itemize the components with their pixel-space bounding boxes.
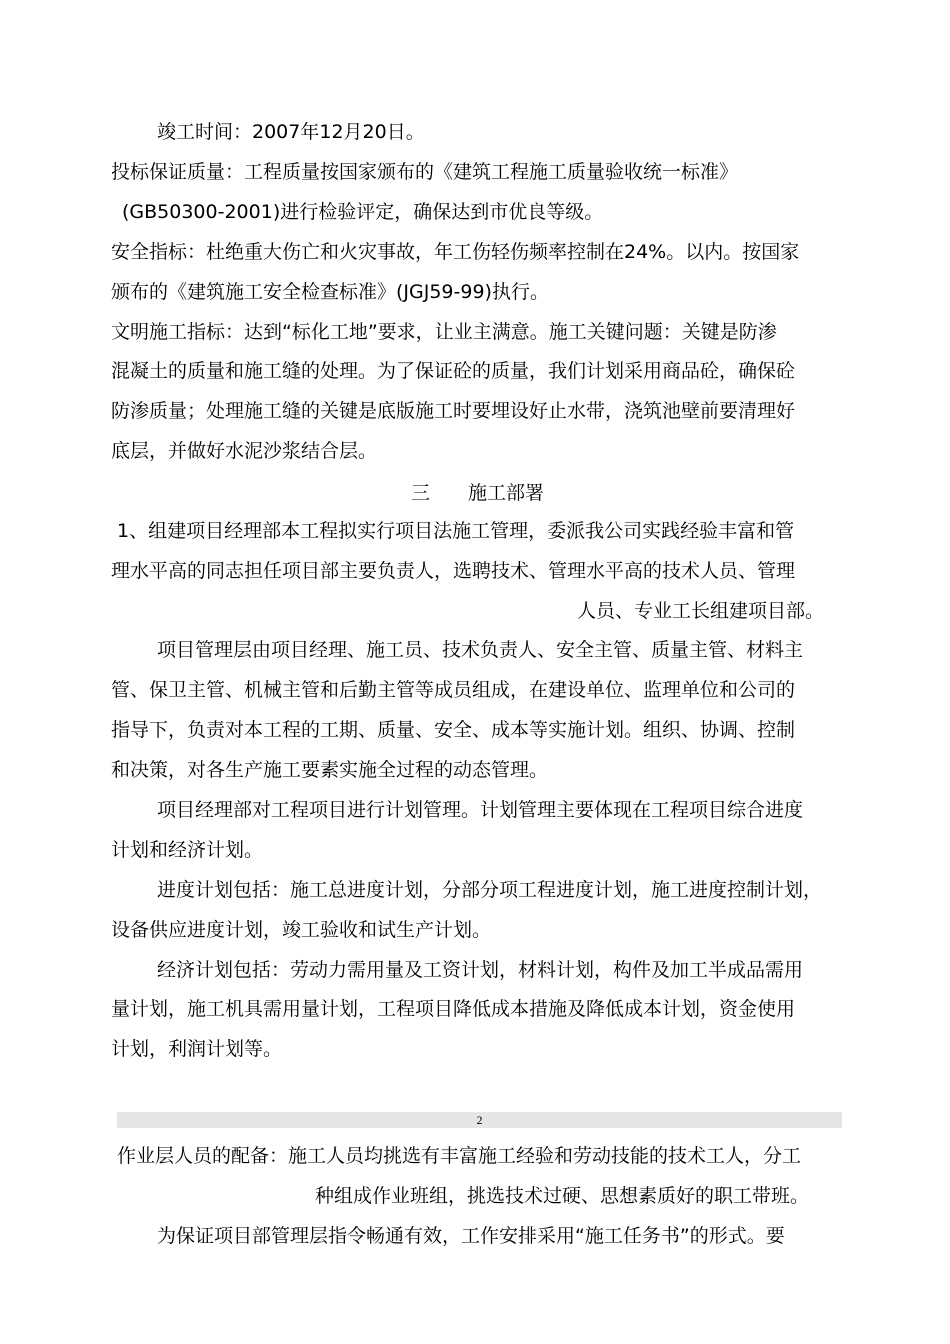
section-heading: 三 施工部署 xyxy=(411,482,545,504)
text-line: 计划，利润计划等。 xyxy=(111,1038,283,1060)
text-line: 理水平高的同志担任项目部主要负责人，选聘技术、管理水平高的技术人员、管理 xyxy=(111,560,796,582)
text-line: 项目经理部对工程项目进行计划管理。计划管理主要体现在工程项目综合进度 xyxy=(157,799,804,821)
text-line: 竣工时间：2007年12月20日。 xyxy=(157,121,425,143)
text-line: 进度计划包括：施工总进度计划，分部分项工程进度计划，施工进度控制计划， xyxy=(157,879,823,901)
text-line: 防渗质量；处理施工缝的关键是底版施工时要埋设好止水带，浇筑池壁前要清理好 xyxy=(111,400,796,422)
text-line: 人员、专业工长组建项目部。 xyxy=(577,600,825,622)
text-line: 1、组建项目经理部本工程拟实行项目法施工管理，委派我公司实践经验丰富和管 xyxy=(117,520,795,542)
text-line: 文明施工指标：达到“标化工地”要求，让业主满意。施工关键问题：关键是防渗 xyxy=(111,321,777,343)
text-line: (GB50300-2001)进行检验评定，确保达到市优良等级。 xyxy=(122,201,604,223)
text-line: 指导下，负责对本工程的工期、质量、安全、成本等实施计划。组织、协调、控制 xyxy=(111,719,796,741)
text-line: 项目管理层由项目经理、施工员、技术负责人、安全主管、质量主管、材料主 xyxy=(157,639,804,661)
text-line: 和决策，对各生产施工要素实施全过程的动态管理。 xyxy=(111,759,549,781)
text-line: 混凝土的质量和施工缝的处理。为了保证砼的质量，我们计划采用商品砼，确保砼 xyxy=(111,360,796,382)
text-line: 种组成作业班组，挑选技术过硬、思想素质好的职工带班。 xyxy=(315,1185,810,1207)
text-line: 经济计划包括：劳动力需用量及工资计划，材料计划，构件及加工半成品需用 xyxy=(157,959,804,981)
text-line: 颁布的《建筑施工安全检查标准》(JGJ59-99)执行。 xyxy=(111,281,549,303)
text-line: 投标保证质量：工程质量按国家颁布的《建筑工程施工质量验收统一标准》 xyxy=(111,161,739,183)
text-line: 管、保卫主管、机械主管和后勤主管等成员组成，在建设单位、监理单位和公司的 xyxy=(111,679,796,701)
text-line: 安全指标：杜绝重大伤亡和火灾事故，年工伤轻伤频率控制在24%。以内。按国家 xyxy=(111,241,800,263)
text-line: 量计划，施工机具需用量计划，工程项目降低成本措施及降低成本计划，资金使用 xyxy=(111,998,796,1020)
page-footer xyxy=(117,1112,842,1128)
text-line: 设备供应进度计划，竣工验收和试生产计划。 xyxy=(111,919,492,941)
page-number: 2 xyxy=(476,1113,483,1127)
text-line: 计划和经济计划。 xyxy=(111,839,264,861)
text-line: 为保证项目部管理层指令畅通有效，工作安排采用“施工任务书”的形式。要 xyxy=(157,1225,785,1247)
text-line: 作业层人员的配备：施工人员均挑选有丰富施工经验和劳动技能的技术工人，分工 xyxy=(117,1145,802,1167)
text-line: 底层，并做好水泥沙浆结合层。 xyxy=(111,440,378,462)
